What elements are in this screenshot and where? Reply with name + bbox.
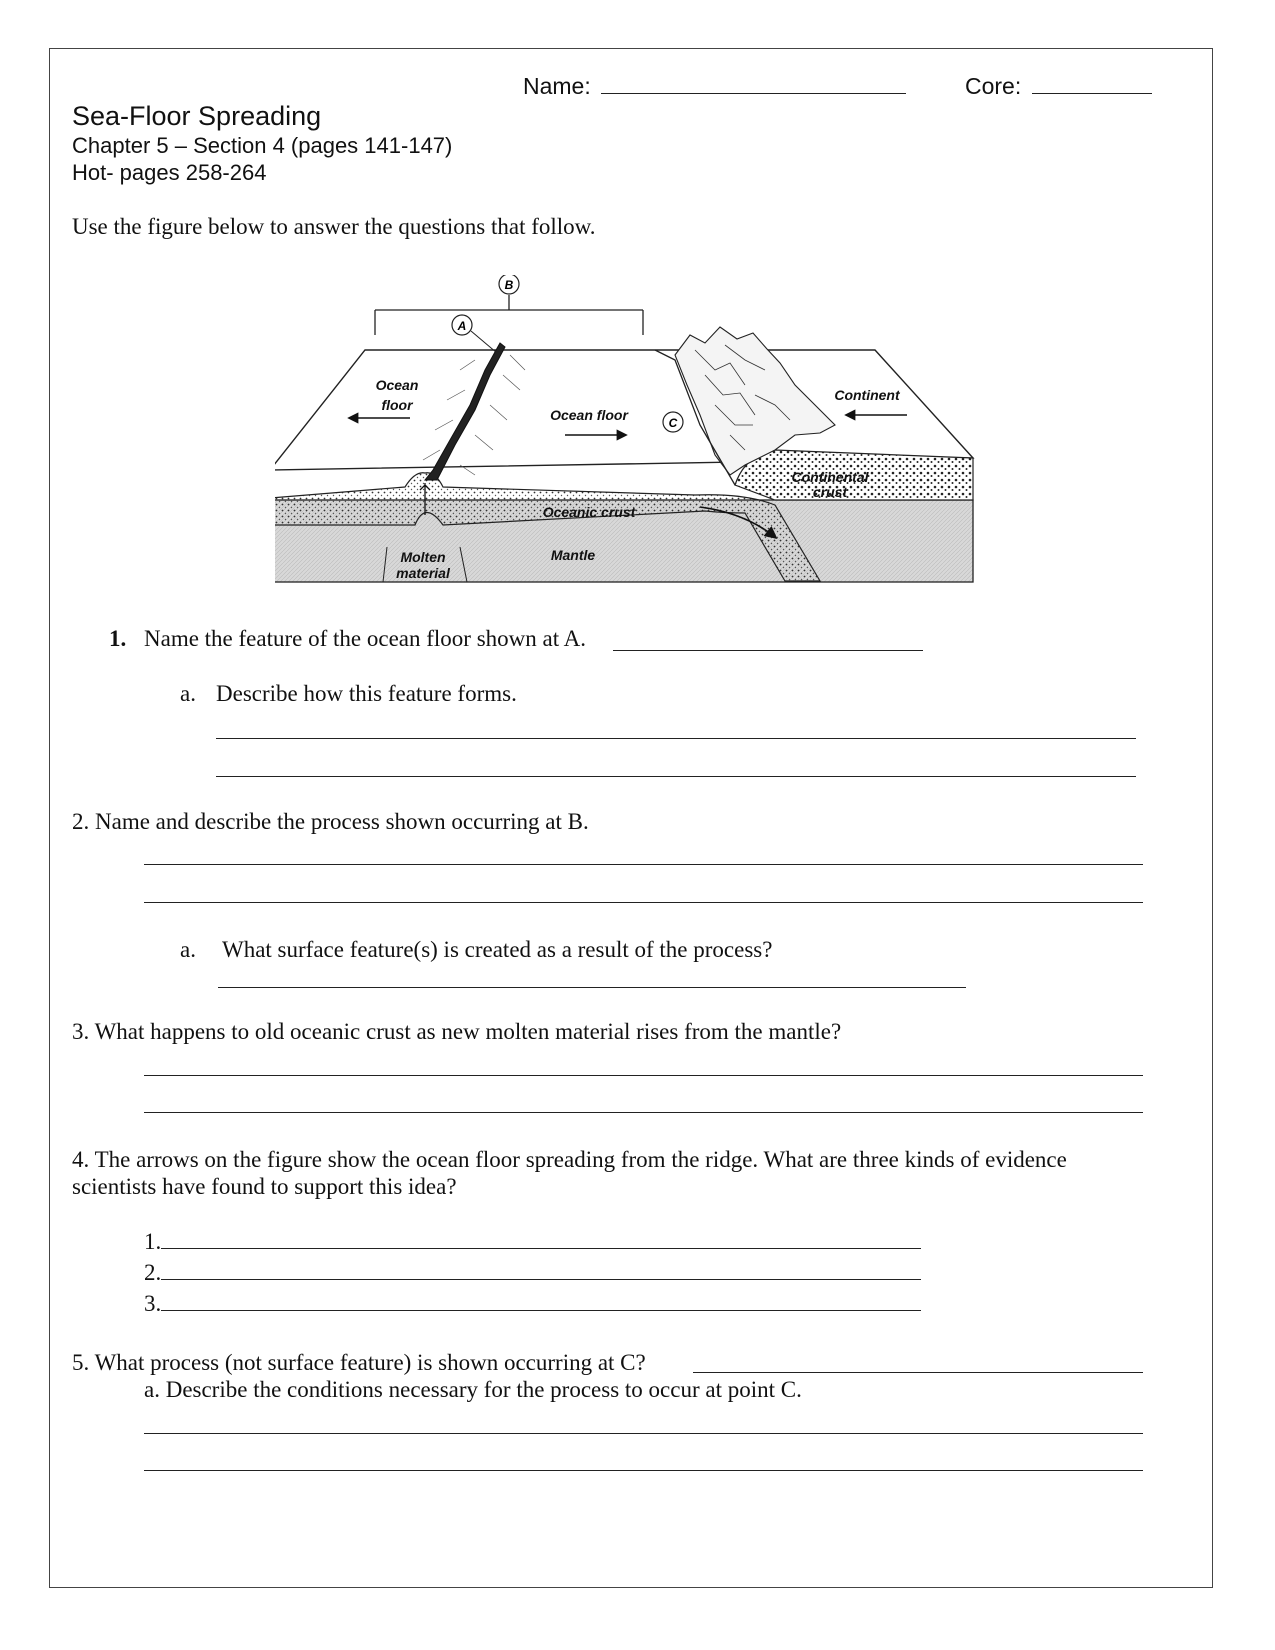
evidence-item-2-blank[interactable] [161,1278,921,1280]
evidence-item-2[interactable] [144,1260,921,1286]
evidence-item-1-number: 1. [144,1229,162,1254]
answer-3-line-2[interactable] [144,1112,1143,1113]
core-label: Core: [965,73,1022,99]
label-c: C [668,416,678,430]
answer-2-line-1[interactable] [144,864,1143,865]
question-1-number: 1. [109,626,127,651]
name-blank[interactable] [601,92,906,94]
evidence-item-3-blank[interactable] [161,1309,921,1311]
question-1a-text: Describe how this feature forms. [216,681,517,706]
bracket-b [375,275,643,335]
chapter-reference: Chapter 5 – Section 4 (pages 141-147) [72,133,453,158]
sea-floor-spreading-diagram [275,275,985,587]
question-2-text: 2. Name and describe the process shown occurring at B. [72,809,589,834]
answer-1-blank[interactable] [613,650,923,651]
answer-1a-line-2[interactable] [216,776,1136,777]
core-field[interactable] [965,73,1152,100]
label-mantle: Mantle [550,547,596,563]
question-1a-marker: a. [180,681,196,706]
answer-2-line-2[interactable] [144,902,1143,903]
answer-1a-line-1[interactable] [216,738,1136,739]
evidence-item-1[interactable] [144,1229,921,1255]
answer-2a-line[interactable] [218,987,966,988]
label-continent: Continent [834,387,900,403]
answer-5a-line-2[interactable] [144,1470,1143,1471]
answer-3-line-1[interactable] [144,1075,1143,1076]
label-ocean-floor-left-1: Ocean [375,377,419,393]
question-4-line-1: 4. The arrows on the figure show the ocean floor spreading from the ridge. What are three kinds of evidence [72,1147,1067,1172]
page-title: Sea-Floor Spreading [72,101,322,131]
question-4-line-2: scientists have found to support this idea? [72,1174,457,1199]
instructions: Use the figure below to answer the questions that follow. [72,214,596,239]
evidence-item-3[interactable] [144,1291,921,1317]
name-field[interactable] [523,73,906,100]
label-b: B [504,278,514,292]
label-continental-crust-1: Continental [791,469,869,485]
label-oceanic-crust: Oceanic crust [542,504,636,520]
evidence-item-2-number: 2. [144,1260,162,1285]
label-ocean-floor-left-2: floor [381,397,413,413]
question-1 [109,626,586,652]
label-molten-1: Molten [400,549,446,565]
label-ocean-floor-center: Ocean floor [550,407,628,423]
label-molten-2: material [396,565,450,581]
question-1-text: Name the feature of the ocean floor shown at A. [144,626,586,651]
evidence-item-1-blank[interactable] [161,1247,921,1249]
question-2a-marker: a. [180,937,196,962]
evidence-item-3-number: 3. [144,1291,162,1316]
question-5a-text: a. Describe the conditions necessary for the process to occur at point C. [144,1377,802,1402]
label-continental-crust-2: crust [812,484,848,500]
name-label: Name: [523,73,591,99]
answer-5-blank[interactable] [693,1372,1143,1373]
hot-reference: Hot- pages 258-264 [72,160,267,185]
label-a: A [457,319,467,333]
question-5-text: 5. What process (not surface feature) is shown occurring at C? [72,1350,646,1375]
answer-5a-line-1[interactable] [144,1433,1143,1434]
core-blank[interactable] [1032,92,1152,94]
question-3-text: 3. What happens to old oceanic crust as new molten material rises from the mantle? [72,1019,842,1044]
question-2a-text: What surface feature(s) is created as a result of the process? [222,937,773,962]
